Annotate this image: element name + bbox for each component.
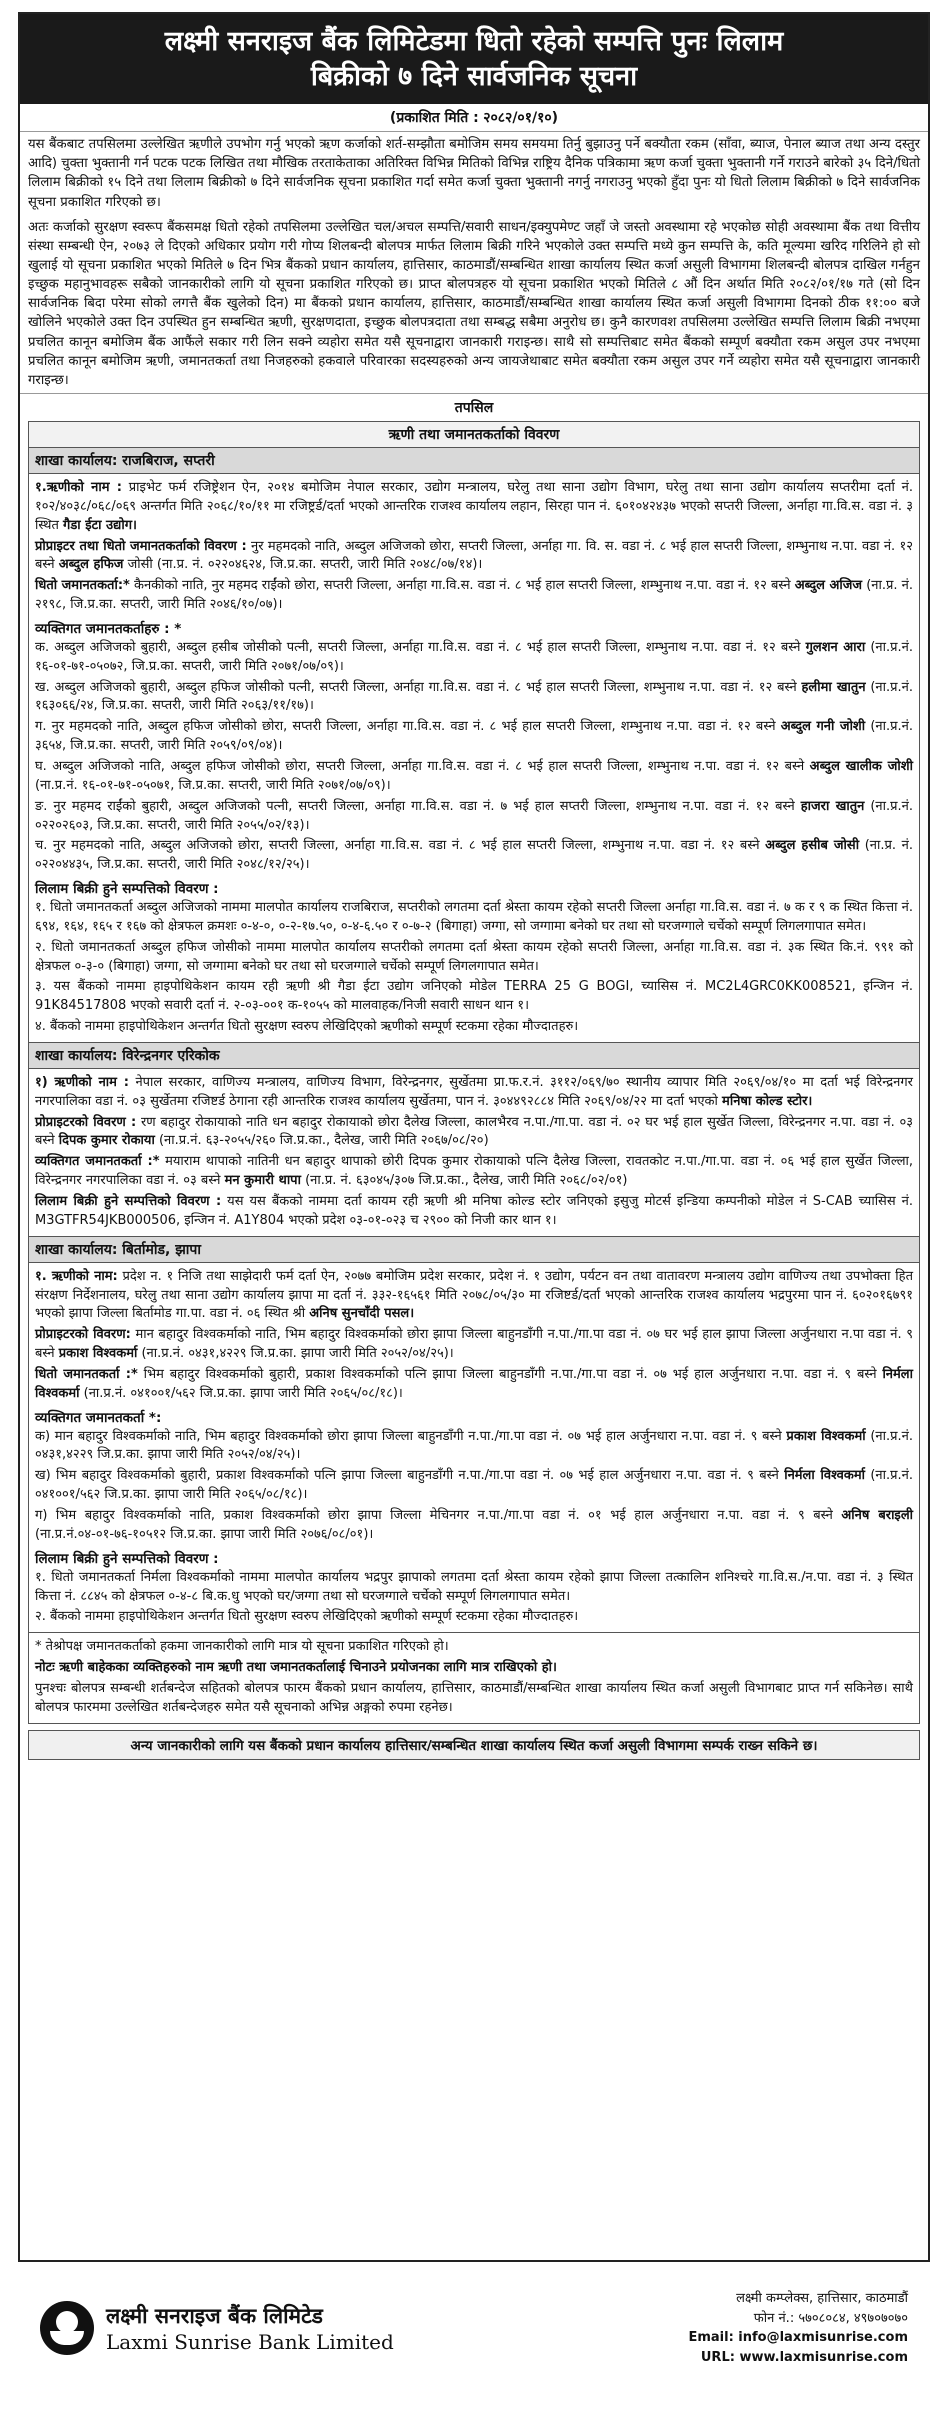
- contact-phone: फोन नं.: ५७०८०८४, ४९७०७०७०: [753, 2310, 908, 2326]
- borrower-label: १. ऋणीको नाम:: [35, 1268, 118, 1284]
- property-item: ३. यस बैंकको नाममा हाइपोथिकेशन कायम रही ऋणी श्री गैडा ईटा उद्योग जनिएको मोडेल TERRA 25 G BOGI, च्यासिस नं. MC2L4GRC0KK008521, इन्जिन नं. 91K84517808 भएको सवारी दर्ता नं. २-०३-००१ क-१०५५ को मालवाहक/निजी सवारी साधन थान १।: [35, 979, 913, 1014]
- proprietor-name: अब्दुल हफिज: [58, 557, 124, 573]
- collateral-label: धितो जमानतकर्ता :*: [35, 1366, 138, 1382]
- guarantor-name: गुलशन आरा: [805, 639, 866, 655]
- proprietor-text: नुर महमदको नाति, अब्दुल अजिजको छोरा, सप्तरी जिल्ला, अर्नाहा गा. वि. स. वडा नं. ८ भई हाल सप्तरी जिल्ला, शम्भुनाथ न.पा. वडा नं. १२ बस्ने: [35, 538, 913, 573]
- collateral-guarantor-line: [35, 577, 913, 615]
- note-third-party: * तेश्रोपक्ष जमानतकर्ताको हकमा जानकारीको लागि मात्र यो सूचना प्रकाशित गरिएको हो।: [35, 1639, 449, 1655]
- guarantor-text: च. नुर महमदको नाति, अब्दुल अजिजको छोरा, सप्तरी जिल्ला, अर्नाहा गा.वि.स. वडा नं. ८ भई हाल सप्तरी जिल्ला, शम्भुनाथ न.पा. वडा नं. १२ बस्ने: [35, 838, 760, 854]
- notice-frame: [18, 12, 930, 2262]
- branch-heading: शाखा कार्यालय: विरेन्द्रनगर एरिकोक: [29, 1043, 919, 1069]
- property-item: ४. बैंकको नाममा हाइपोथिकेशन अन्तर्गत धितो सुरक्षण स्वरुप लेखिदिएको ऋणीको सम्पूर्ण स्टकमा रहेका मौज्दातहरु।: [35, 1019, 579, 1035]
- auction-property-text: यस यस बैंकको नाममा दर्ता कायम रही ऋणी श्री मनिषा कोल्ड स्टोर जनिएको इसुजु मोटर्स इन्डिया कम्पनीको मोडेल नं S-CAB च्यासिस नं. M3GTFR54JKB000506, इन्जिन नं. A1Y804 भएको प्रदेश ०३-०१-०२३ च २९०० को निजी कार थान १।: [35, 1194, 913, 1228]
- borrower-line: [35, 479, 913, 536]
- personal-guarantor-item: [35, 718, 913, 756]
- contact-address: लक्ष्मी कम्प्लेक्स, हात्तिसार, काठमाडौं: [736, 2291, 908, 2306]
- contact-block: [688, 2289, 908, 2367]
- branch-heading: शाखा कार्यालय: बिर्तामोड, झापा: [29, 1237, 919, 1263]
- proprietor-tail: जोसी (ना.प्र. नं. ०२२०४६२४, जि.प्र.का. सप्तरी, जारी मिति २०४८/०७/१४)।: [127, 557, 483, 573]
- property-item: २. धितो जमानतकर्ता अब्दुल हफिज जोसीको नाममा मालपोत कार्यालय सप्तरीको लगतमा दर्ता श्रेस्ता कायम रहेको सप्तरी जिल्ला, अर्नाहा गा.वि.स. वडा नं. ३क स्थित कि.नं. ९९१ को क्षेत्रफल ०-३-० (बिगाहा) जग्गा, सो जग्गामा बनेको घर तथा सो घरजग्गाले चर्चेको सम्पूर्ण लिगलगापात समेत।: [35, 939, 913, 974]
- proprietor-line: [35, 1326, 913, 1364]
- borrower-text: नेपाल सरकार, वाणिज्य मन्त्रालय, वाणिज्य विभाग, विरेन्द्रनगर, सुर्खेतमा प्रा.फ.र.नं. ३११२/०६९/७० स्थानीय व्यापार मिति २०६९/०४/१० मा दर्ता भई विरेन्द्रनगर नगरपालिका वडा नं. ०३ सुर्खेतमा रजिष्टर्ड ठेगाना रही आन्तरिक राजश्व कार्यालय सुर्खेतमा, पान नं. ३०४४९२८८४ मिति २०६९/०४/२२ मा दर्ता भएको: [35, 1074, 913, 1109]
- publication-date: [20, 104, 928, 132]
- branch-section-birtamod: [28, 1237, 920, 1634]
- proprietor-name: दिपक कुमार रोकाया: [58, 1133, 155, 1149]
- collateral-text: मयाराम थापाको नातिनी धन बहादुर थापाको छोरी दिपक कुमार रोकायाको पत्नि दैलेख जिल्ला, रावतकोट न.पा./गा.पा. वडा नं. ०६ भई हाल सुर्खेत जिल्ला, विरेन्द्रनगर नगरपालिका वडा नं. ०३ बस्ने: [35, 1154, 914, 1189]
- proprietor-text: मान बहादुर विश्वकर्माको नाति, भिम बहादुर विश्वकर्माको छोरा झापा जिल्ला बाहुनडाँगी न.पा./गा.पा वडा नं. ०७ घर भई हाल झापा जिल्ला अर्जुनधारा न.पा वडा नं. ९ बस्ने: [35, 1327, 913, 1362]
- guarantor-name: अब्दुल खालीक जोशी: [809, 758, 913, 774]
- notice-title-line2: बिक्रीको ७ दिने सार्वजनिक सूचना: [310, 61, 638, 93]
- auction-property-label: लिलाम बिक्री हुने सम्पत्तिको विवरण :: [35, 1194, 222, 1210]
- collateral-name: अब्दुल अजिज: [794, 578, 863, 594]
- guarantor-text: ङ. नुर महमद राईंको बुहारी, अब्दुल अजिजको पत्नी, सप्तरी जिल्ला, अर्नाहा गा.वि.स. वडा नं. ७ भई हाल सप्तरी जिल्ला, शम्भुनाथ न.पा. वडा नं. १२ बस्ने: [35, 798, 795, 814]
- collateral-text: भिम बहादुर विश्वकर्माको बुहारी, प्रकाश विश्वकर्माको पत्नि झापा जिल्ला बाहुनडाँगी न.पा./गा.पा वडा नं. ०७ भई हाल अर्जुनधारा न.पा. वडा नं. ९ बस्ने: [143, 1366, 877, 1382]
- guarantor-text: ख) भिम बहादुर विश्वकर्माको बुहारी, प्रकाश विश्वकर्माको पत्नि झापा जिल्ला बाहुनडाँगी न.पा./गा.पा वडा नं. ०७ भई हाल अर्जुनधारा न.पा. वडा नं. ९ बस्ने: [35, 1468, 779, 1484]
- guarantor-text: क. अब्दुल अजिजको बुहारी, अब्दुल हसीब जोसीको पत्नी, सप्तरी जिल्ला, अर्नाहा गा.वि.स. वडा नं. ८ भई हाल सप्तरी जिल्ला, शम्भुनाथ न.पा. वडा नं. १२ बस्ने: [35, 639, 801, 655]
- personal-guarantor-item: [35, 1467, 913, 1505]
- proprietor-label: प्रोप्राइटरको विवरण:: [35, 1327, 131, 1343]
- bank-brand: [40, 2301, 394, 2355]
- property-item: १. धितो जमानतकर्ता निर्मला विश्वकर्माको नाममा मालपोत कार्यालय भद्रपुर झापाको लगतमा दर्ता श्रेस्ता कायम रहेको झापा जिल्ला तत्कालिन शनिश्चरे गा.वि.स./न.पा. वडा नं. ३ स्थित कित्ता नं. ८८४५ को क्षेत्रफल ०-४-८ बि.क.धु भएको घर/जग्गा तथा सो घरजग्गाले चर्चेको सम्पूर्ण लिगलगापात समेत।: [35, 1569, 913, 1604]
- borrower-line: [35, 1074, 913, 1112]
- notice-header: [20, 14, 928, 104]
- branch-body: [29, 1069, 919, 1236]
- guarantor-name: अब्दुल गनी जोशी: [780, 719, 866, 735]
- collateral-tail: (ना.प्र. नं. २१९८, जि.प्र.का. सप्तरी, जारी मिति २०४६/१०/०७)।: [35, 578, 913, 613]
- closing-contact-note: अन्य जानकारीको लागि यस बैंकको प्रधान कार्यालय हात्तिसार/सम्बन्धित शाखा कार्यालय स्थित कर्जा असुली विभागमा सम्पर्क राख्न सकिने छ।: [28, 1730, 920, 1760]
- property-item: २. बैंकको नाममा हाइपोथिकेशन अन्तर्गत धितो सुरक्षण स्वरुप लेखिदिएको ऋणीको सम्पूर्ण स्टकमा रहेका मौज्दातहरु।: [35, 1609, 579, 1625]
- borrower-name: गैडा ईटा उद्योग।: [63, 517, 137, 533]
- guarantor-tail: (ना.प्र.नं. ०४१००१/५६२ जि.प्र.का. झापा जारी मिति २०६५/०८/१८)।: [35, 1468, 913, 1503]
- personal-guarantors-heading: व्यक्तिगत जमानतकर्ता *:: [35, 1409, 162, 1426]
- guarantor-tail: (ना.प्र.नं. ०४३१,४२२९ जि.प्र.का. झापा जारी मिति २०५२/०४/२५)।: [35, 1428, 913, 1463]
- proprietor-label: प्रोप्राइटरको विवरण :: [35, 1114, 137, 1130]
- borrower-text: प्रदेश न. १ निजि तथा साझेदारी फर्म दर्ता ऐन, २०७७ बमोजिम प्रदेश सरकार, प्रदेश नं. १ उद्योग, पर्यटन वन तथा वातावरण मन्त्रालय उद्योग वाणिज्य तथा उपभोक्ता हित संरक्षण निर्देशनालय, घरेलु तथा साना उद्योग कार्यालय झापा मा दर्ता नं. ३३२-१६५६१ मिति २०७८/०५/३० मा रजिष्टर्ड/दर्ता भएको आन्तरिक राजश्व कार्यालय भद्रपुरमा पान नं. ६०२०१६७९१ भएको झापा जिल्ला बिर्तामोड गा.पा. वडा नं. ०६ स्थित श्री: [35, 1268, 913, 1322]
- footer: [18, 2262, 930, 2382]
- personal-guarantor-item: [35, 798, 913, 836]
- proprietor-tail: (ना.प्र.नं. ०४३१,४२२९ जि.प्र.का. झापा जारी मिति २०५२/०४/२५)।: [141, 1346, 454, 1362]
- guarantor-tail: (ना.प्र.नं. १६-०१-७१-०५०७१, जि.प्र.का. सप्तरी, जारी मिति २०७१/०७/०९)।: [35, 777, 391, 793]
- note-postscript: पुनश्चः बोलपत्र सम्बन्धी शर्तबन्देज सहितको बोलपत्र फारम बैंकको प्रधान कार्यालय, हात्तिसार, काठमाडौं/सम्बन्धित शाखा कार्यालय स्थित कर्जा असुली विभागबाट प्राप्त गर्न सकिनेछ। साथै बोलपत्र फारममा उल्लेखित शर्तबन्देजहरु समेत यसै सूचनाको अभिन्न अङ्गको रुपमा रहनेछ।: [35, 1680, 913, 1715]
- personal-guarantor-item: [35, 679, 913, 717]
- publication-date-value: २०८२/०१/१०): [483, 110, 559, 127]
- intro-paragraph-1: यस बैंकबाट तपसिलमा उल्लेखित ऋणीले उपभोग गर्नु भएको ऋण कर्जाको शर्त-सम्झौता बमोजिम समय समयमा तिर्नु बुझाउनु पर्ने बक्यौता रकम (साँवा, ब्याज, पेनाल ब्याज तथा अन्य दस्तुर आदि) चुक्ता भुक्तानी गर्न पटक पटक लिखित तथा मौखिक तरताकेताका अतिरिक्त विभिन्न मितिको विभिन्न राष्ट्रिय दैनिक पत्रिकामा ऋण कर्जा चुक्ता भुक्तानी गर्ने गराउने बारेको ३५ दिने/धितो लिलाम बिक्रीको १५ दिने तथा लिलाम बिक्रीको ७ दिने सार्वजनिक सूचना प्रकाशित गर्दा समेत कर्जा चुक्ता भुक्तानी नगर्नु नगराउनु भएको हुँदा पुनः यो धितो लिलाम बिक्रीको ७ दिने सार्वजनिक सूचना प्रकाशित गरिएको छ।: [28, 137, 920, 210]
- bank-name-nepali: लक्ष्मी सनराइज बैंक लिमिटेड: [106, 2304, 323, 2328]
- contact-email-text: Email: info@laxmisunrise.com: [688, 2330, 908, 2345]
- guarantor-name: निर्मला विश्वकर्मा: [784, 1468, 865, 1484]
- guarantor-tail: (ना.प्र. नं. ०२२०४४३५, जि.प्र.का. सप्तरी, जारी मिति २०४८/१२/२५)।: [35, 838, 913, 873]
- borrower-name: अनिष सुनचाँदी पसल।: [309, 1306, 415, 1322]
- personal-guarantor-line: [35, 1153, 913, 1191]
- collateral-tail: (ना.प्र.नं. ०४१००१/५६२ जि.प्र.का. झापा जारी मिति २०६५/०८/१८)।: [83, 1385, 403, 1401]
- personal-guarantors-heading: व्यक्तिगत जमानतकर्ताहरु : *: [35, 620, 182, 637]
- guarantor-text: ग. नुर महमदको नाति, अब्दुल हफिज जोसीको छोरा, सप्तरी जिल्ला, अर्नाहा गा.वि.स. वडा नं. ८ भई हाल सप्तरी जिल्ला, शम्भुनाथ न.पा. वडा नं. १२ बस्ने: [35, 719, 776, 735]
- auction-property-heading: लिलाम बिक्री हुने सम्पत्तिको विवरण :: [35, 881, 219, 898]
- proprietor-name: प्रकाश विश्वकर्मा: [58, 1346, 138, 1362]
- branch-heading: शाखा कार्यालय: राजबिराज, सप्तरी: [29, 448, 919, 474]
- borrower-label: १) ऋणीको नाम :: [35, 1074, 129, 1090]
- personal-guarantor-item: [35, 1507, 913, 1545]
- collateral-tail: (ना.प्र. नं. ६३०४५/३०७ जि.प्र.का., दैलेख, जारी मिति २०६८/०२/०१): [305, 1173, 628, 1189]
- borrower-text: प्राइभेट फर्म रजिष्ट्रेशन ऐन, २०१४ बमोजिम नेपाल सरकार, उद्योग मन्त्रालय, घरेलु तथा साना उद्योग विभाग, घरेलु तथा साना उद्योग कार्यालय सप्तरीमा दर्ता नं. १०२/४०३८/०६८/०६९ अन्तर्गत मिति २०६८/१०/११ मा रजिष्ट्रर्ड/दर्ता भएको आन्तरिक राजश्व कार्यालय लहान, सिरहा पान नं. ६०१०४२४३७ भएको सप्तरी जिल्ला, अर्नाहा गा.वि.स. वडा नं. ३ स्थित: [35, 480, 913, 533]
- personal-guarantor-item: [35, 837, 913, 875]
- bank-name-block: [106, 2302, 394, 2354]
- collateral-guarantor-line: [35, 1366, 913, 1404]
- guarantor-tail: (ना.प्र.नं. १६-०१-७१-०५०७२, जि.प्र.का. सप्तरी, जारी मिति २०७१/०७/०९)।: [35, 639, 914, 674]
- guarantor-tail: (ना.प्र.नं. ३६५४, जि.प्र.का. सप्तरी, जारी मिति २०५९/०९/०४)।: [35, 719, 913, 754]
- auction-property-line: [35, 1193, 913, 1231]
- collateral-label: व्यक्तिगत जमानतकर्ता :*: [35, 1154, 160, 1170]
- proprietor-label: प्रोप्राइटर तथा धितो जमानतकर्ताको विवरण :: [35, 538, 247, 554]
- details-table-title: ऋणी तथा जमानतकर्ताको विवरण: [28, 421, 920, 448]
- borrower-line: [35, 1268, 913, 1325]
- collateral-name: मन कुमारी थापा: [224, 1173, 301, 1189]
- personal-guarantor-item: [35, 1428, 913, 1466]
- guarantor-name: हाजरा खातुन: [800, 798, 865, 814]
- branch-body: [29, 474, 919, 1042]
- note-names: नोटः ऋणी बाहेकका व्यक्तिहरुको नाम ऋणी तथा जमानतकर्तालाई चिनाउने प्रयोजनका लागि मात्र राखिएको हो।: [35, 1660, 557, 1676]
- borrower-label: १.ऋणीको नाम :: [35, 480, 122, 496]
- branch-section-rajbiraj: [28, 448, 920, 1043]
- guarantor-name: अनिष बराइली: [841, 1507, 913, 1523]
- guarantor-tail: (ना.प्र.नं. १६३०६६/२४, जि.प्र.का. सप्तरी, जारी मिति २०६३/११/१७)।: [35, 679, 913, 714]
- guarantor-tail: (ना.प्र.नं. ०२२०२६०३, जि.प्र.का. सप्तरी, जारी मिति २०५५/०२/१३)।: [35, 798, 913, 833]
- guarantor-name: हलीमा खातुन: [801, 679, 866, 695]
- guarantor-tail: (ना.प्र.नं.०४-०१-७६-१०५१२ जि.प्र.का. झापा जारी मिति २०७६/०८/०१)।: [35, 1526, 374, 1542]
- tapasil-heading: तपसिल: [20, 393, 928, 421]
- collateral-name: निर्मला विश्वकर्मा: [35, 1366, 913, 1401]
- proprietor-tail: (ना.प्र.नं. ६३-२०५५/२६० जि.प्र.का., दैलेख, जारी मिति २०६७/०८/२०): [158, 1133, 489, 1149]
- bank-logo-icon: [40, 2301, 94, 2355]
- guarantor-text: ख. अब्दुल अजिजको बुहारी, अब्दुल हफिज जोसीको पत्नी, सप्तरी जिल्ला, अर्नाहा गा.वि.स. वडा नं. ८ भई हाल सप्तरी जिल्ला, शम्भुनाथ न.पा. वडा नं. १२ बस्ने: [35, 679, 797, 695]
- personal-guarantor-item: [35, 639, 913, 677]
- auction-property-heading: लिलाम बिक्री हुने सम्पत्तिको विवरण :: [35, 1550, 219, 1567]
- contact-url: [688, 2348, 908, 2368]
- notice-title-line1: लक्ष्मी सनराइज बैंक लिमिटेडमा धितो रहेको सम्पत्ति पुनः लिलाम: [164, 26, 784, 57]
- property-item: १. धितो जमानतकर्ता अब्दुल अजिजको नाममा मालपोत कार्यालय राजबिराज, सप्तरीको लगतमा दर्ता श्रेस्ता कायम रहेको सप्तरी जिल्ला अर्नाहा गा.वि.स. वडा नं. ७ क र ९ क स्थित कित्ता नं. ६९४, १६४, १६५ र १६७ को क्षेत्रफल क्रमशः ०-४-०, ०-२-१७.५०, ०-४-६.५० र ०-७-२ (बिगाहा) जग्गा, सो जग्गामा बनेको घर तथा सो घरजग्गाले चर्चेको सम्पूर्ण लिगलगापात समेत।: [35, 900, 913, 934]
- collateral-label: धितो जमानतकर्ता:*: [35, 578, 130, 594]
- collateral-text: कैनकीको नाति, नुर महमद राईंको छोरा, सप्तरी जिल्ला, अर्नाहा गा.वि.स. वडा नं. ८ भई हाल सप्तरी जिल्ला, शम्भुनाथ न.पा. वडा नं. १२ बस्ने: [133, 578, 791, 594]
- branch-section-birendranagar: [28, 1043, 920, 1237]
- bank-name-english: Laxmi Sunrise Bank Limited: [106, 2330, 394, 2354]
- branch-body: [29, 1263, 919, 1633]
- guarantor-name: अब्दुल हसीब जोसी: [765, 838, 860, 854]
- guarantor-text: क) मान बहादुर विश्वकर्माको नाति, भिम बहादुर विश्वकर्माको छोरा झापा जिल्ला बाहुनडाँगी न.पा./गा.पा वडा नं. ०७ भई हाल अर्जुनधारा न.पा. वडा नं. ९ बस्ने: [35, 1428, 782, 1444]
- borrower-name: मनिषा कोल्ड स्टोर।: [722, 1093, 813, 1109]
- proprietor-text: रण बहादुर रोकायाको नाति धन बहादुर रोकायाको छोरा दैलेख जिल्ला, कालभैरव न.पा./गा.पा. वडा नं. ०२ घर भई हाल सुर्खेत जिल्ला, विरेन्द्रनगर न.पा. वडा नं. ०३ बस्ने: [35, 1114, 913, 1149]
- contact-email: [688, 2328, 908, 2348]
- notes-section: [28, 1633, 920, 1723]
- guarantor-text: ग) भिम बहादुर विश्वकर्माको नाति, प्रकाश विश्वकर्माको छोरा झापा जिल्ला मेचिनगर न.पा./गा.पा वडा नं. ०१ भई हाल अर्जुनधारा न.पा. वडा नं. ९ बस्ने: [35, 1507, 833, 1523]
- proprietor-line: [35, 1114, 913, 1152]
- personal-guarantor-item: [35, 758, 913, 796]
- guarantor-name: प्रकाश विश्वकर्मा: [786, 1428, 866, 1444]
- contact-url-text: URL: www.laxmisunrise.com: [700, 2349, 908, 2365]
- intro-paragraph-2: अतः कर्जाको सुरक्षण स्वरूप बैंकसमक्ष धितो रहेको तपसिलमा उल्लेखित चल/अचल सम्पत्ति/सवारी साधन/इक्युपमेण्ट जहाँ जे जस्तो अवस्थामा रहे भएकोछ सोही अवस्थामा बैंक तथा वित्तीय संस्था सम्बन्धी ऐन, २०७३ ले दिएको अधिकार प्रयोग गरी गोप्य शिलबन्दी बोलपत्र मार्फत लिलाम बिक्री गरिने भएकोले उक्त सम्पत्ति मध्ये कुन सम्पत्ति के, कति मूल्यमा खरिद गरिलिने हो सो खुलाई यो सूचना प्रकाशित भएको मितिले ७ दिन भित्र बैंकको प्रधान कार्यालय, हात्तिसार, काठमाडौं/सम्बन्धित शाखा कार्यालय स्थित कर्जा असुली विभागमा शिलबन्दी बोलपत्र दाखिल गर्नहुन इच्छुक महानुभावहरू सबैको जानकारीको लागि यो सूचना प्रकाशित गरिएको छ। प्राप्त बोलपत्रहरु यो सूचना प्रकाशित भएको मितिले ८ औं दिन अर्थात मिति २०८२/०१/१७ गते (सो दिन सार्वजनिक बिदा परेमा सोको लगत्तै बैंक खुलेको दिन) मा बैंकको प्रधान कार्यालय, हात्तिसार, काठमाडौं/सम्बन्धित शाखा कार्यालय स्थित कर्जा असुली विभागमा दिनको ठीक ११:०० बजे खोलिने भएकोले उक्त दिन उपस्थित हुन सम्बन्धित ऋणी, सुरक्षणदाता, इच्छुक बोलपत्रदाता तथा सम्बद्ध सबैमा अनुरोध छ। कुनै कारणवश तपसिलमा उल्लेखित सम्पत्ति लिलाम बिक्री नभएमा प्रचलित कानून बमोजिम बैंक आफैंले सकार गरी लिन सक्ने व्यहोरा समेत यसै सूचनाद्वारा जानकारी गराइन्छ। साथै सो सम्पत्तिबाट समेत बैंकको सम्पूर्ण बक्यौता रकम असुल उपर नभएमा प्रचलित कानून बमोजिम ऋणी, जमानतकर्ता तथा निजहरुको हकवाले परिवारका सदस्यहरुको अन्य जायजेथाबाट समेत बक्यौता रकम असुल उपर गर्ने व्यहोरा समेत यसै सूचनाद्वारा जानकारी गराइन्छ।: [28, 219, 920, 388]
- proprietor-line: [35, 538, 913, 576]
- guarantor-text: घ. अब्दुल अजिजको नाति, अब्दुल हफिज जोसीको छोरा, सप्तरी जिल्ला, अर्नाहा गा.वि.स. वडा नं. ८ भई हाल सप्तरी जिल्ला, शम्भुनाथ न.पा. वडा नं. १२ बस्ने: [35, 758, 805, 774]
- publication-date-label: (प्रकाशित मिति :: [389, 110, 479, 127]
